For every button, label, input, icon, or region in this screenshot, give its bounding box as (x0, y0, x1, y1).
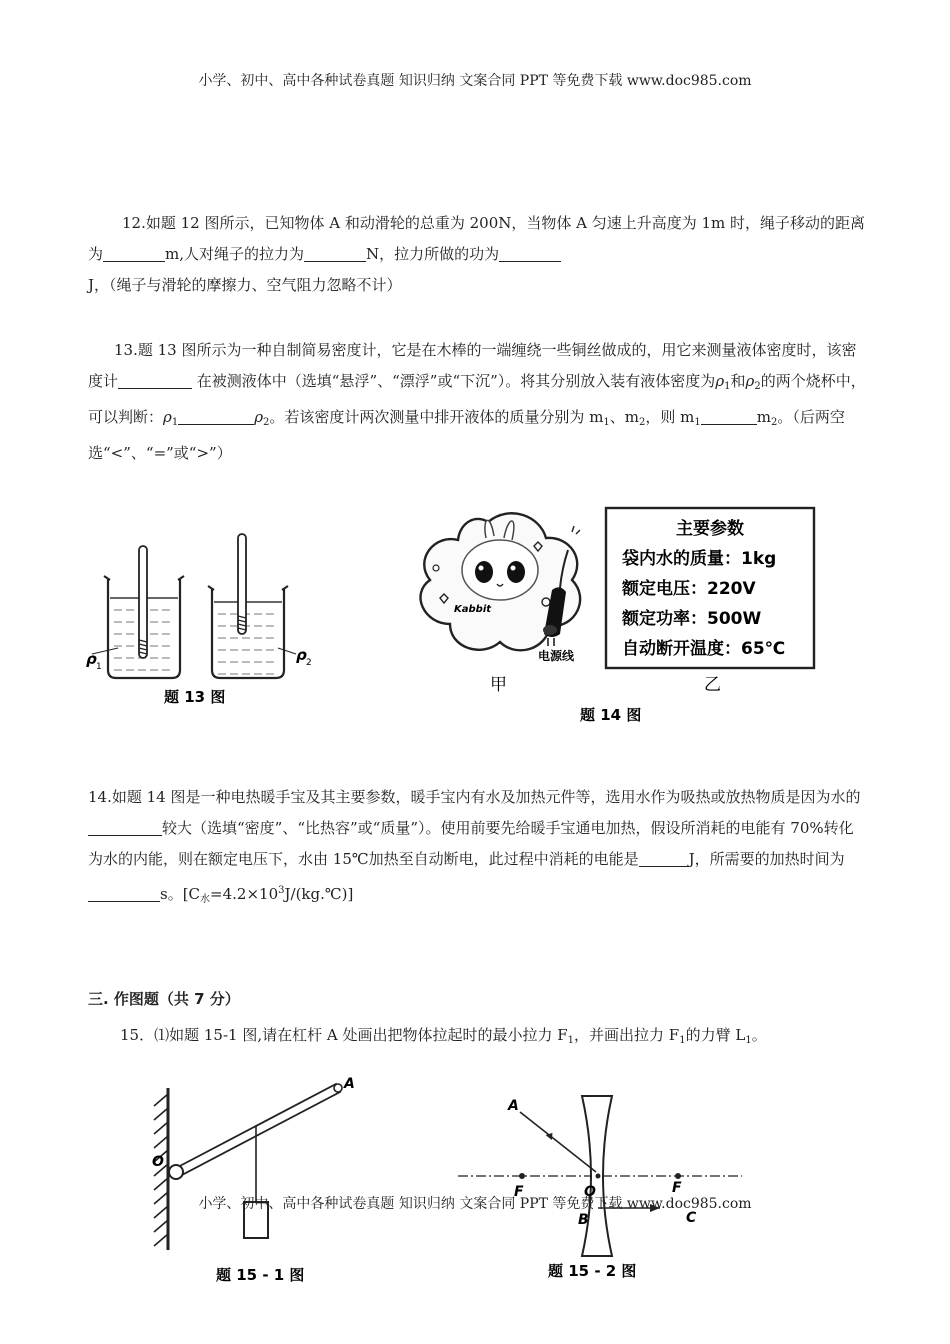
param-row: 自动断开温度：65℃ (622, 639, 786, 659)
question-13: 13.题 13 图所示为一种自制简易密度计，它是在木棒的一端缠绕一些铜丝做成的，用它来测量液体密度时，该密度计 在被测液体中（选填“悬浮”、“漂浮”或“下沉”）。将其分别放入装有液体密度为$\rho_1$和$\rho_2$的两个烧杯中，可以判断：$\rho_1$ $\rho_2$。若该密度计两次测量中排开液体的质量分别为 $m_1$、$m_2$，则 $m_1$ $m_2$。（后两空选“<”、“=”或“>”） (88, 341, 866, 462)
param-row: 额定电压：220V (622, 579, 756, 599)
label-A2: A (508, 1098, 519, 1114)
answer-blank[interactable] (88, 885, 160, 902)
power-cord-label: 电源线 (538, 649, 575, 663)
question-12: 12.如题 12 图所示，已知物体 A 和动滑轮的总重为 200N，当物体 A 匀速上升高度为 1m 时，绳子移动的距离为 m,人对绳子的拉力为 N，拉力所做的功为J，（绳子与滑轮的摩擦力、空气阻力忽略不计） (88, 214, 866, 294)
rho2-sub: 2 (306, 658, 312, 668)
label-O: O (152, 1154, 164, 1170)
label-C: C (686, 1210, 697, 1226)
rho1-label: ρ (86, 650, 97, 668)
focal-point-left (519, 1173, 525, 1179)
page-footer: 小学、初中、高中各种试卷真题 知识归纳 文案合同 PPT 等免费下载 www.doc985.com (198, 1196, 752, 1212)
figure-13-caption: 题 13 图 (164, 688, 226, 706)
figure-15-2-caption: 题 15 - 2 图 (548, 1262, 637, 1280)
page-header: 小学、初中、高中各种试卷真题 知识归纳 文案合同 PPT 等免费下载 www.doc985.com (198, 73, 752, 89)
label-B: B (578, 1212, 589, 1228)
question-15: 15．⑴如题 15-1 图,请在杠杆 A 处画出把物体拉起时的最小拉力 $F_1$，并画出拉力 $F_1$的力臂 $L_1$。 (120, 1026, 767, 1046)
question-14: 14.如题 14 图是一种电热暖手宝及其主要参数，暖手宝内有水及加热元件等，选用水作为吸热或放热物质是因为水的较大（选填“密度”、“比热容”或“质量”）。使用前要先给暖手宝通电加热，假设所消耗的电能有 70%转化为水的内能，则在额定电压下，水由 15℃加热至自动断电，此过程中消耗的电能是 J，所需要的加热时间为s。$[C_水=4.2\times 10^3J/(kg.℃)]$ (88, 788, 861, 905)
figure-14 (400, 498, 830, 733)
label-A: A (344, 1076, 355, 1092)
answer-blank[interactable] (178, 408, 254, 425)
figure-14-caption: 题 14 图 (580, 706, 642, 724)
label-O2: O (584, 1184, 596, 1200)
optical-center (596, 1174, 601, 1179)
answer-blank[interactable] (88, 819, 162, 836)
answer-blank[interactable] (304, 245, 366, 262)
rho1-sub: 1 (96, 662, 102, 672)
answer-blank[interactable] (639, 850, 689, 867)
answer-blank[interactable] (499, 245, 561, 262)
incident-ray-A (520, 1112, 596, 1172)
figure-15-1 (140, 1074, 380, 1288)
label-F-right: F (672, 1180, 682, 1196)
figure-14-label-b: 乙 (704, 675, 721, 695)
answer-blank[interactable] (103, 245, 165, 262)
figure-14-label-a: 甲 (490, 675, 507, 695)
focal-point-right (675, 1173, 681, 1179)
figure-15-2 (450, 1084, 750, 1288)
label-F-left: F (514, 1184, 524, 1200)
param-row: 袋内水的质量：1kg (622, 549, 777, 569)
beaker-right (208, 534, 296, 678)
answer-blank[interactable] (701, 408, 757, 425)
param-row: 额定功率：500W (622, 609, 762, 629)
answer-blank[interactable] (118, 372, 192, 389)
params-title: 主要参数 (676, 519, 744, 539)
section-title: 三. 作图题（共 7 分） (88, 990, 240, 1008)
rho2-label: ρ (296, 646, 307, 664)
figure-15-1-caption: 题 15 - 1 图 (216, 1266, 305, 1284)
beaker-left (92, 546, 184, 678)
figure-13 (82, 528, 332, 718)
hand-warmer-brand: Kabbit (454, 604, 492, 615)
